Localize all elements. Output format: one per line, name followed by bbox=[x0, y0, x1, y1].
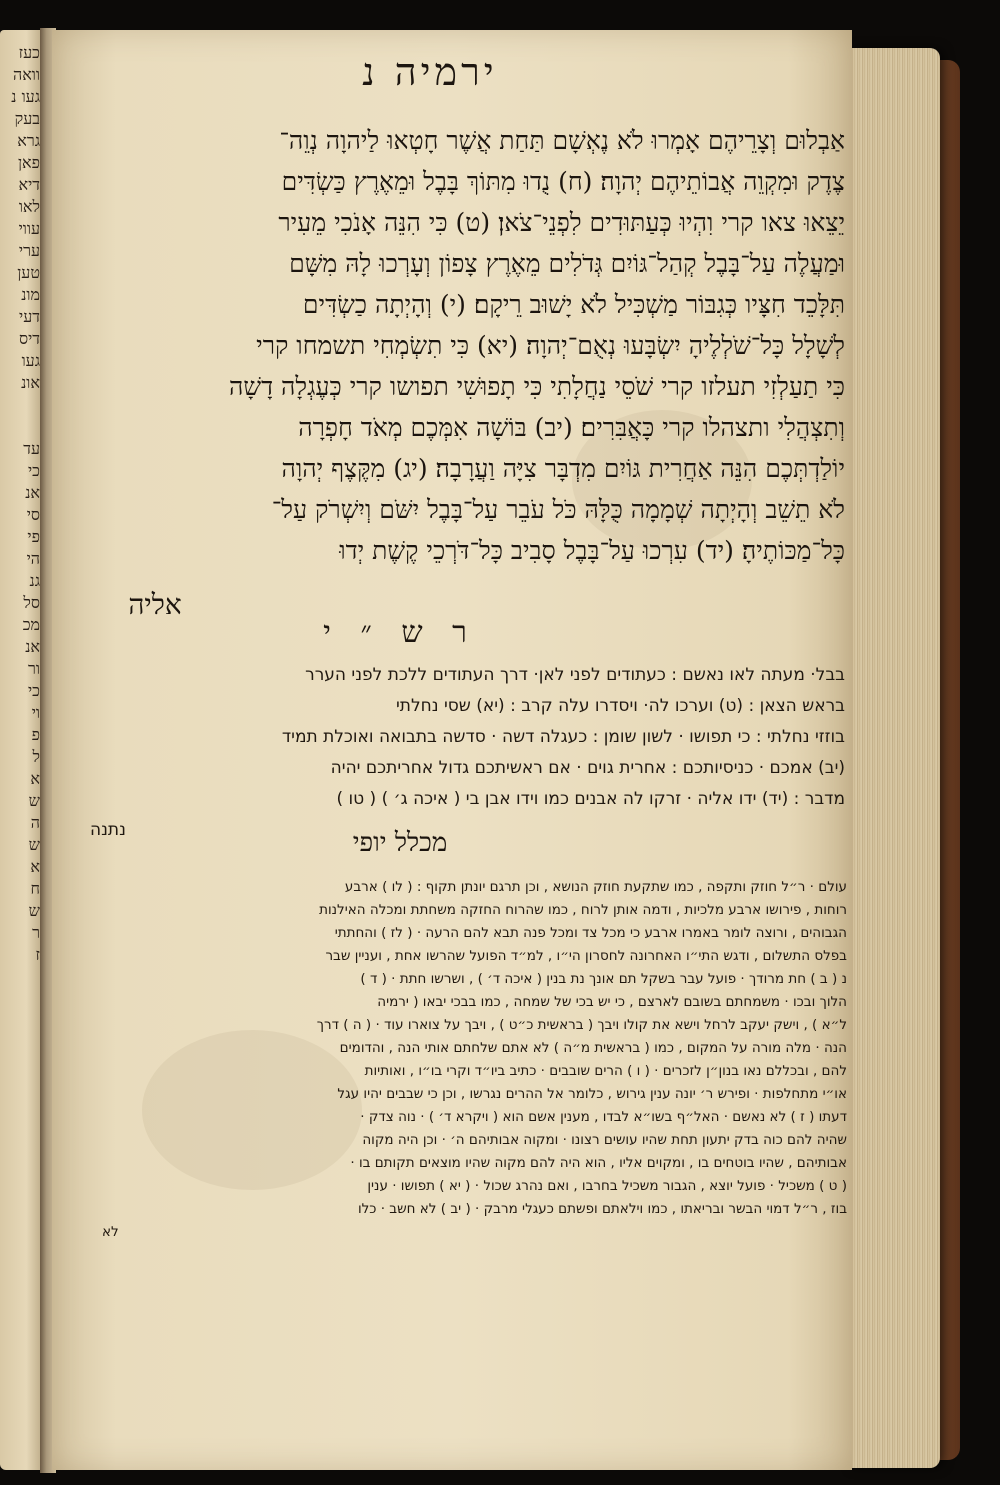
bible-line: וּמַעֲלֶה עַל־בָּבֶל קְהַל־גּוֹיִם גְּדֹלִים מֵאֶרֶץ צָפוֹן וְעָרְכוּ לָהּ מִשָּׁם bbox=[289, 249, 845, 278]
bible-line: צֶדֶק וּמִקְוֵה אֲבוֹתֵיהֶם יְהוָה׃ (ח) נֻדוּ מִתּוֹךְ בָּבֶל וּמֵאֶרֶץ כַּשְׂדִּים bbox=[281, 167, 845, 196]
facing-page-fragment: דיס bbox=[19, 329, 40, 348]
facing-page-fragment: געו bbox=[21, 351, 40, 370]
bible-line: וְתִצְהֲלִי ותצהלו קרי כָּאֲבִּרִים׃ (יב) בּוֹשָׁה אִמְּכֶם מְאֹד חָפְרָה bbox=[298, 413, 845, 442]
mikhlal-line: או״י מתחלפות · ופירש ר׳ יונה ענין גירוש , כלומר אל ההרים נגרשו , וכן כי שבבים יהיו עגל bbox=[337, 1086, 847, 1102]
facing-page-fragment: א bbox=[30, 857, 40, 876]
facing-page-fragment: ה bbox=[30, 813, 40, 832]
mikhlal-line: אבותיהם , שהיו בוטחים בו , ומקוים אליו , הוא היה להם מקוה שהיו מוצאים תקותם בו · bbox=[350, 1155, 847, 1171]
facing-page-fragment: מונ bbox=[21, 285, 40, 304]
catchword: אליה bbox=[128, 588, 182, 621]
mikhlal-line: הנה · מלה מורה על המקום , כמו ( בראשית מ״ה ) לא אתם שלחתם אותי הנה , והדומים bbox=[339, 1040, 847, 1056]
facing-page-fragment: גרא bbox=[17, 131, 40, 150]
running-head: ירמיה נ bbox=[362, 50, 498, 94]
facing-page-fragment: עד bbox=[23, 439, 40, 458]
facing-page-fragment: כי bbox=[27, 681, 40, 700]
facing-page-edge bbox=[0, 30, 44, 1470]
facing-page-fragment: פי bbox=[27, 527, 40, 546]
facing-page-fragment: וי bbox=[31, 703, 40, 722]
facing-page-fragment: ר bbox=[32, 923, 40, 942]
bible-line: לְשָׁלָל כָּל־שֹׁלְלֶיהָ יִשְׂבָּעוּ נְאֻם־יְהוָה׃ (יא) כִּי תִשְׂמְחִי תשמחו קרי bbox=[256, 331, 845, 360]
mikhlal-line: שהיה להם כוה בדק יתעון תחת שהיו עושים רצונו · ומקוה אבותיהם ה׳ · וכן היה מקוה bbox=[362, 1132, 847, 1148]
mikhlal-line: להם , ובכללם נאו בנון״ן לזכרים · ( ו ) הרים שובבים · כתיב ביו״ד וקרי בו״ו , ואותיות bbox=[364, 1063, 847, 1079]
rashi-heading: ר ש ״ י bbox=[323, 615, 477, 650]
facing-page-fragment: כי bbox=[27, 461, 40, 480]
facing-page-fragment: ל bbox=[32, 747, 40, 766]
facing-page-fragment: בעק bbox=[14, 109, 40, 128]
mikhlal-line: ל״א ) , וישק יעקב לרחל וישא את קולו ויבך ( בראשית כ״ט ) , ויבך על צוארו עוד · ( ה ) דרך bbox=[316, 1017, 847, 1033]
facing-page-fragment: ח bbox=[30, 879, 40, 898]
rashi-line: נתנה bbox=[90, 820, 126, 840]
facing-page-fragment: כעז bbox=[18, 43, 40, 62]
facing-page-fragment: דעי bbox=[19, 307, 40, 326]
bible-line: כָּל־מַכּוֹתֶיהָ׃ (יד) עִרְכוּ עַל־בָּבֶל סָבִיב כָּל־דֹּרְכֵי קֶשֶׁת יְדוּ bbox=[339, 536, 845, 565]
facing-page-fragment: סי bbox=[26, 505, 40, 524]
facing-page-fragment: פאן bbox=[17, 153, 40, 172]
facing-page-fragment: געו נ bbox=[11, 87, 40, 106]
mikhlal-yofi-heading: מכלל יופי bbox=[352, 828, 448, 858]
rashi-line: בראש הצאן : (ט) וערכו לה· ויסדרו עלה קרב : (יא) שסי נחלתי bbox=[396, 696, 845, 716]
facing-page-fragment bbox=[0, 394, 44, 416]
bible-line: יוֹלַדְתְּכֶם הִנֵּה אַחֲרִית גּוֹיִם מִדְבָּר צִיָּה וַעֲרָבָה׃ (יג) מִקֶּצֶף יְהוָה bbox=[281, 454, 845, 483]
facing-page-fragment bbox=[0, 416, 44, 438]
facing-page-fragment: עווי bbox=[18, 219, 40, 238]
facing-page-fragment: מכ bbox=[22, 615, 40, 634]
facing-page-fragment: ש bbox=[28, 835, 40, 854]
facing-page-fragment: דיא bbox=[18, 175, 40, 194]
mikhlal-line: הלוך ובכו · משמחתם בשובם לארצם , כי יש בכי של שמחה , כמו בבכי יבאו ( ירמיה bbox=[377, 994, 847, 1010]
facing-page-fragment: הי bbox=[26, 549, 40, 568]
facing-page-fragment: סל bbox=[23, 593, 40, 612]
bible-line: אַבְלוּם וְצָרֵיהֶם אָמְרוּ לֹא נֶאְשָׁם תַּחַת אֲשֶׁר חָטְאוּ לַיהוָה נְוֵה־ bbox=[279, 126, 845, 155]
rashi-line: בבל· מעתה לאו נאשם : כעתודים לפני לאן· דרך העתודים ללכת לפני הערר bbox=[305, 665, 845, 685]
mikhlal-line: נ ( ב ) חת מרודך · פועל עבר בשקל תם אונך נת בנין ( איכה ד׳ ) , ושרשו חתת · ( ד ) bbox=[360, 971, 847, 987]
bible-line: תִּלָּכֵד חִצָּיו כְּגִבּוֹר מַשְׁכִּיל לֹא יָשׁוּב רֵיקָם׃ (י) וְהָיְתָה כַשְׂדִּים bbox=[302, 290, 845, 319]
facing-page-fragment: ז bbox=[35, 945, 40, 964]
facing-page-fragment: אנ bbox=[25, 483, 40, 502]
facing-page-fragment: פ bbox=[31, 725, 40, 744]
page-fore-edge bbox=[848, 48, 940, 1468]
facing-page-fragment: אונ bbox=[21, 373, 40, 392]
rashi-line: מדבר : (יד) ידו אליה · זרקו לה אבנים כמו וידו אבן בי ( איכה ג׳ ) ( טו ) bbox=[336, 789, 845, 809]
mikhlal-line: לא bbox=[102, 1224, 119, 1240]
rashi-commentary bbox=[70, 660, 845, 846]
facing-page-fragment: לאו bbox=[18, 197, 40, 216]
mikhlal-line: דעתו ( ז ) לא נאשם · האל״ף בשו״א לבדו , מענין אשם הוא ( ויקרא ד׳ ) · נוה צדק · bbox=[360, 1109, 847, 1125]
facing-page-fragment: ש bbox=[28, 791, 40, 810]
mikhlal-line: בוז , ר״ל דמוי הבשר ובריאתו , כמו וילאתם ופשתם כעגלי מרבק · ( יב ) לא חשב · כלו bbox=[357, 1201, 847, 1217]
bible-line: לֹא תֵשֵׁב וְהָיְתָה שְׁמָמָה כֻּלָּהּ כֹּל עֹבֵר עַל־בָּבֶל יִשֹּׁם וְיִשְׁרֹק עַל־ bbox=[271, 495, 845, 524]
facing-page-fragment: א bbox=[30, 769, 40, 788]
mikhlal-line: בפלס התשלום , ודגש התי״ו האחרונה לחסרון הי״ו , למ״ד הפועל שהרשו אחת , ועניין שבר bbox=[325, 948, 847, 964]
facing-page-fragment: ש bbox=[28, 901, 40, 920]
mikhlal-line: רוחות , פירושו ארבע מלכיות , ודמה אותן לרוח , כמו שהרוח החזקה משחתת ומכלה האילנות bbox=[319, 902, 847, 918]
facing-page-fragment: טען bbox=[17, 263, 40, 282]
bible-text bbox=[70, 120, 845, 571]
bible-line: כִּי תַעַלְזִי תעלזו קרי שֹׁסֵי נַחֲלָתִי כִּי תָפוּשִׁי תפושו קרי כְּעֶגְלָה דָשָׁה bbox=[229, 372, 845, 401]
rashi-line: (יב) אמכם · כניסיותכם : אחרית גוים · אם ראשיתכם גדול אחריתכם יהיה bbox=[330, 758, 845, 778]
facing-page-fragment: ור bbox=[28, 659, 40, 678]
mikhlal-line: ( ט ) משכיל · פועל יוצא , הגבור משכיל בחרבו , ואם נהרג שכול · ( יא ) תפושו · ענין bbox=[367, 1178, 847, 1194]
rashi-line: בוזזי נחלתי : כי תפושו · לשון שומן : כעגלה דשה · סדשה בתבואה ואוכלת תמיד bbox=[281, 727, 845, 747]
facing-page-text bbox=[0, 30, 44, 966]
facing-page-fragment: וואה bbox=[13, 65, 40, 84]
mikhlal-line: עולם · ר״ל חוזק ותקפה , כמו שתקעת חוזק הנושא , וכן תרגם יונתן תקוף : ( לו ) ארבע bbox=[344, 879, 847, 895]
facing-page-fragment: ערי bbox=[18, 241, 40, 260]
bible-line: יֵצֵאוּ צאו קרי וִהְיוּ כְּעַתּוּדִים לִפְנֵי־צֹאן׃ (ט) כִּי הִנֵּה אָנֹכִי מֵעִיר bbox=[278, 208, 845, 237]
mikhlal-yofi-commentary bbox=[62, 876, 847, 1244]
mikhlal-line: הגבוהים , ורוצה לומר באמרו ארבע כי מכל צד ומכל פנה תבא להם הרעה · ( לז ) והחתתי bbox=[334, 925, 847, 941]
facing-page-fragment: אנ bbox=[25, 637, 40, 656]
facing-page-fragment: גנ bbox=[29, 571, 40, 590]
